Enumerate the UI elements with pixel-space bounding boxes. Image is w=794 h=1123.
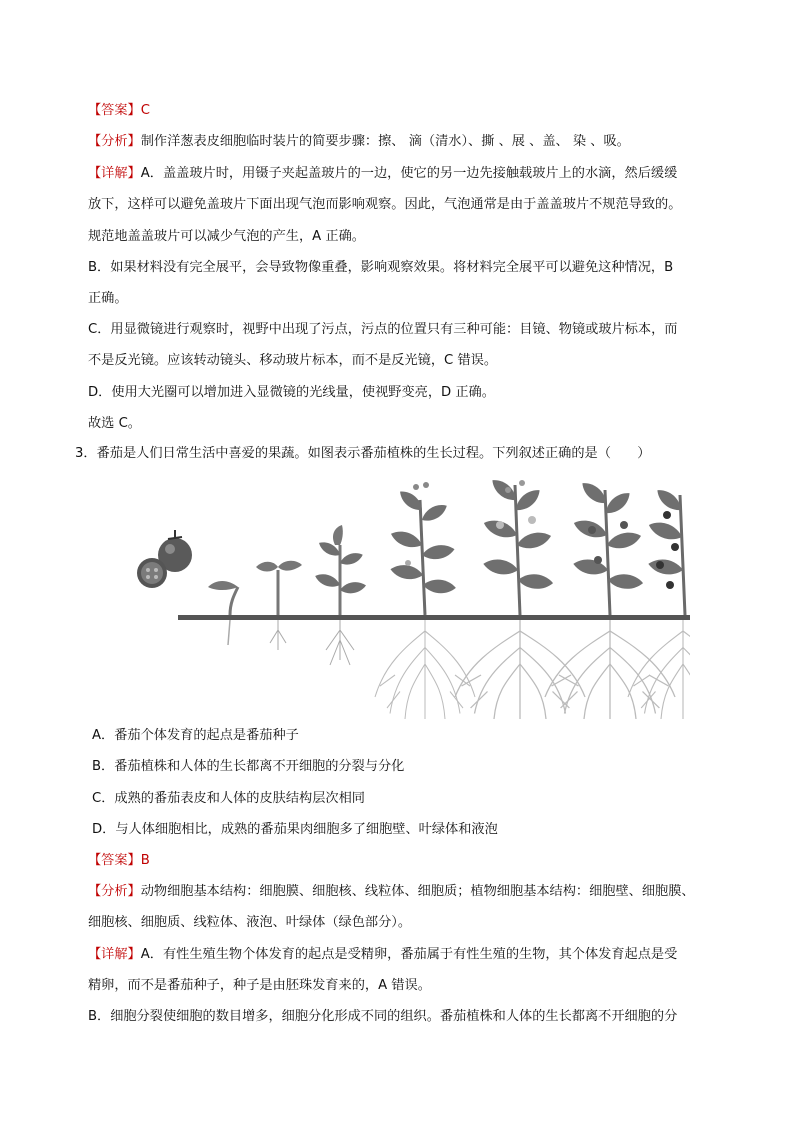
detail-line: 不是反光镜。应该转动镜头、移动玻片标本，而不是反光镜，C 错误。 [88,353,498,368]
analysis-line: 细胞核、细胞质、线粒体、液泡、叶绿体（绿色部分）。 [88,915,412,930]
option-c: C．成熟的番茄表皮和人体的皮肤结构层次相同 [92,791,365,806]
analysis-tag: 【分析】 [88,884,141,899]
tomato-growth-figure [130,475,690,720]
detail-line: 规范地盖盖玻片可以减少气泡的产生，A 正确。 [88,229,365,244]
q2-detail-line [88,164,677,184]
q2-answer-line [88,101,150,121]
detail-line: B．细胞分裂使细胞的数目增多，细胞分化形成不同的组织。番茄植株和人体的生长都离不开细胞的分 [88,1009,678,1024]
option-d: D．与人体细胞相比，成熟的番茄果肉细胞多了细胞壁、叶绿体和液泡 [92,822,498,837]
option-a: A．番茄个体发育的起点是番茄种子 [92,728,299,743]
conclusion-line: 故选 C。 [88,416,141,431]
q3-answer-line [88,851,150,871]
answer-value: C [140,103,150,118]
option-b: B．番茄植株和人体的生长都离不开细胞的分裂与分化 [92,759,405,774]
answer-value: B [140,853,150,868]
q3-analysis-line [88,882,695,902]
q3-detail-line [88,945,677,965]
q2-analysis-line [88,132,630,152]
detail-text: A．有性生殖生物个体发育的起点是受精卵，番茄属于有性生殖的生物，其个体发育起点是受 [140,947,678,962]
detail-line: 正确。 [88,291,128,306]
tomato-growth-process-illustration [130,475,690,720]
detail-tag: 【详解】 [88,947,141,962]
detail-line: D．使用大光圈可以增加进入显微镜的光线量，使视野变亮，D 正确。 [88,385,495,400]
detail-line: 精卵，而不是番茄种子，种子是由胚珠发育来的，A 错误。 [88,978,431,993]
detail-text: A．盖盖玻片时，用镊子夹起盖玻片的一边，使它的另一边先接触载玻片上的水滴，然后缓缓 [140,166,678,181]
analysis-tag: 【分析】 [88,134,141,149]
detail-line: B．如果材料没有完全展平，会导致物像重叠，影响观察效果。将材料完全展平可以避免这种情况，B [88,260,674,275]
answer-tag: 【答案】 [88,853,141,868]
analysis-text: 动物细胞基本结构：细胞膜、细胞核、线粒体、细胞质；植物细胞基本结构：细胞壁、细胞膜、 [140,884,695,899]
detail-line: 放下，这样可以避免盖玻片下面出现气泡而影响观察。因此，气泡通常是由于盖盖玻片不规范导致的。 [88,197,682,212]
detail-line: C．用显微镜进行观察时，视野中出现了污点，污点的位置只有三种可能：目镜、物镜或玻片标本，而 [88,322,678,337]
analysis-text: 制作洋葱表皮细胞临时装片的简要步骤：擦、 滴（清水）、撕 、展 、盖、 染 、吸。 [140,134,630,149]
answer-tag: 【答案】 [88,103,141,118]
detail-tag: 【详解】 [88,166,141,181]
q3-stem: 3．番茄是人们日常生活中喜爱的果蔬。如图表示番茄植株的生长过程。下列叙述正确的是（ ） [75,446,651,461]
